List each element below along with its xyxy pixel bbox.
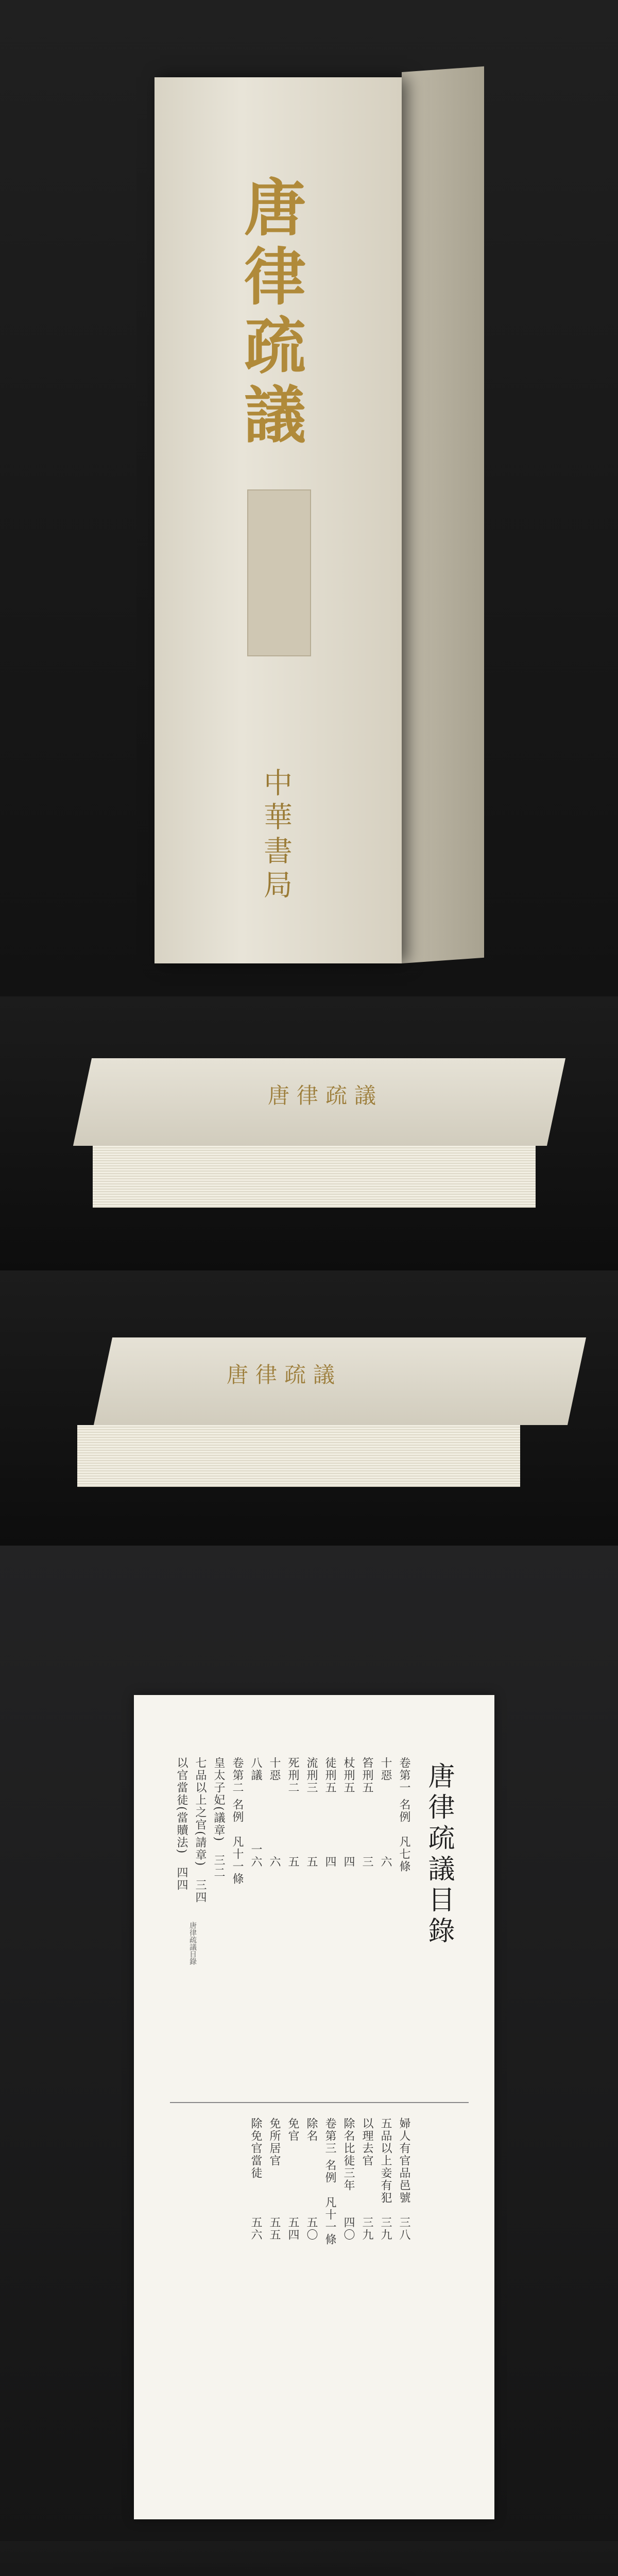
contents-divider <box>170 2102 469 2103</box>
contents-page <box>134 1695 494 2519</box>
photo-contents-page <box>0 1546 618 2541</box>
contents-entry: 死刑二 五 <box>286 1757 299 1868</box>
spine-publisher: 中華書局 <box>259 768 293 904</box>
contents-entry: 徒刑五 四 <box>323 1757 336 1868</box>
contents-entry: 婦人有官品邑號 三八 <box>398 2117 410 2241</box>
book-side-face <box>402 66 484 963</box>
spine-label-band <box>247 489 311 656</box>
contents-entry: 除名比徒三年 四〇 <box>342 2117 355 2241</box>
contents-entry: 卷第一 名例 凡七條 <box>398 1757 410 1873</box>
lying-spine-text: 唐律疏議 <box>227 1362 342 1387</box>
spine-title: 唐律疏議 <box>234 175 306 451</box>
book-page-edges <box>93 1146 536 1208</box>
contents-entry: 七品以上之官(請章) 三四 <box>194 1757 207 1904</box>
contents-entry: 八議 一六 <box>249 1757 262 1868</box>
contents-entry: 皇太子妃(議章) 三二 <box>212 1757 225 1879</box>
contents-entry: 除免官當徒 五六 <box>249 2117 262 2241</box>
lying-spine-text: 唐律疏議 <box>268 1083 384 1108</box>
contents-entry: 免官 五四 <box>286 2117 299 2241</box>
book-spine <box>154 77 402 963</box>
contents-title: 唐律疏議目錄 <box>423 1762 454 1947</box>
contents-entry: 流刑三 五 <box>305 1757 318 1868</box>
photo-lying-book-b <box>0 1270 618 1546</box>
contents-lower-block <box>165 2117 412 2303</box>
contents-entry: 杖刑五 四 <box>342 1757 355 1868</box>
photo-lying-book-a <box>0 996 618 1270</box>
contents-entry: 卷第二 名例 凡十一條 <box>231 1757 244 1885</box>
contents-entry: 以官當徒(當贖法) 四四 <box>175 1757 188 1892</box>
contents-entry: 卷第三 名例 凡十一條 <box>323 2117 336 2246</box>
photo-spine-view <box>0 0 618 996</box>
contents-entry: 免所居官 五五 <box>268 2117 281 2241</box>
contents-entry: 十惡 六 <box>379 1757 392 1868</box>
photo-open-book-a <box>0 2541 618 2576</box>
contents-entry: 以理去官 三九 <box>360 2117 373 2241</box>
page-edge-stamp: 唐律疏議目錄 <box>188 1922 197 1965</box>
contents-entry: 十惡 六 <box>268 1757 281 1868</box>
contents-entry: 五品以上妾有犯 三九 <box>379 2117 392 2241</box>
book-page-edges <box>77 1425 520 1487</box>
contents-upper-block <box>165 1757 412 2045</box>
contents-entry: 笞刑五 三 <box>360 1757 373 1868</box>
contents-entry: 除名 五〇 <box>305 2117 318 2241</box>
